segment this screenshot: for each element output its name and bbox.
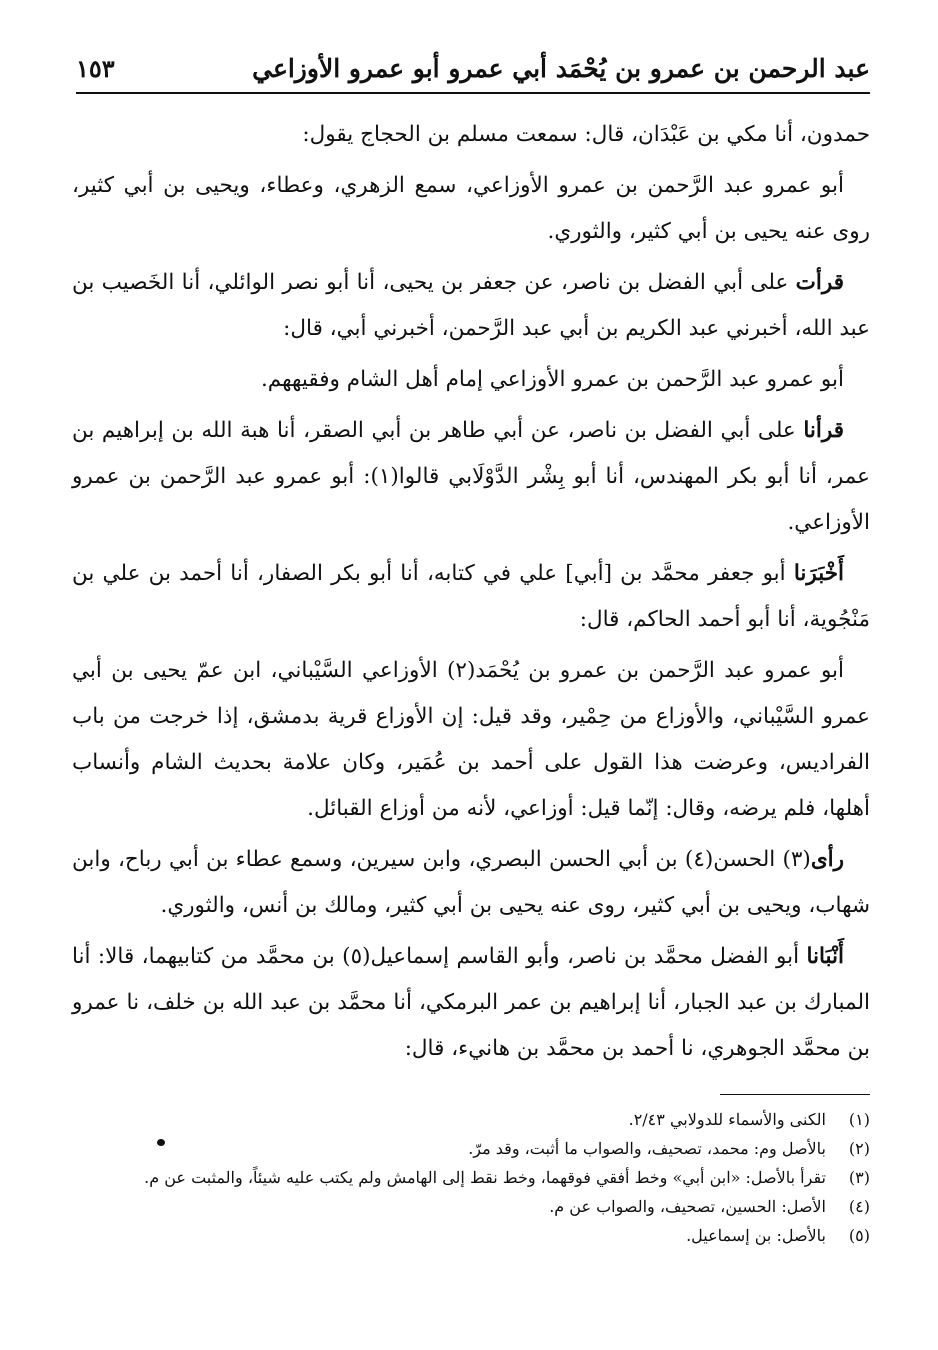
paragraph-lead-word: أَنْبَانا: [806, 944, 844, 969]
footnote-number: (٥): [848, 1226, 870, 1245]
footnote: [72, 1221, 870, 1250]
paragraph-text: على أبي الفضل بن ناصر، عن جعفر بن يحيى، أنا أبو نصر الوائلي، أنا الخَصيب بن عبد الله، أخبرني عبد الكريم بن أبي عبد الرَّحمن، أخبرني أبي، قال:: [72, 270, 870, 341]
footnote: [72, 1134, 870, 1163]
page-number: ١٥٣: [76, 54, 115, 83]
footnote-text: بالأصل: بن إسماعيل.: [686, 1226, 826, 1245]
paragraph: [72, 163, 870, 255]
paragraph: [72, 837, 870, 929]
paragraph-text: أبو عمرو عبد الرَّحمن بن عمرو بن يُحْمَد(٢) الأوزاعي السَّيْباني، ابن عمّ يحيى بن أبي عمرو السَّيْباني، والأوزاع من حِمْير، وقد قيل: إن الأوزاع قرية بدمشق، إذا خرجت من باب الفراديس، وعرضت هذا القول على أحمد بن عُمَير، وكان علامة بحديث الشام وأنساب أهلها، فلم يرضه، وقال: إنّما قيل: أوزاعي، لأنه من أوزاع القبائل.: [72, 658, 870, 821]
paragraph: [72, 408, 870, 546]
paragraph-text: أبو الفضل محمَّد بن ناصر، وأبو القاسم إسماعيل(٥) بن محمَّد من كتابيهما، قالا: أنا المبارك بن عبد الجبار، أنا إبراهيم بن عمر البرمكي، أنا محمَّد بن عبد الله بن خلف، نا عمرو بن محمَّد الجوهري، نا أحمد بن محمَّد بن هانيء، قال:: [72, 944, 870, 1061]
paragraph: [72, 112, 870, 158]
paragraph-lead-word: رأى: [810, 847, 844, 872]
footnote: [72, 1192, 870, 1221]
paragraph-text: حمدون، أنا مكي بن عَبْدَان، قال: سمعت مسلم بن الحجاج يقول:: [302, 122, 870, 147]
paragraph-text: أبو عمرو عبد الرَّحمن بن عمرو الأوزاعي إمام أهل الشام وفقيههم.: [260, 367, 844, 392]
paragraph: [72, 551, 870, 643]
paragraph-lead-word: قرأنا: [803, 418, 844, 443]
footnote-number: (١): [848, 1110, 870, 1129]
footnote-number: (٣): [848, 1168, 870, 1187]
footnote-number: (٢): [848, 1139, 870, 1158]
footnotes: [72, 1105, 870, 1250]
footnote-text: الكنى والأسماء للدولابي ٢/٤٣.: [628, 1110, 826, 1129]
footnote: [72, 1105, 870, 1134]
paragraph-text: أبو جعفر محمَّد بن [أبي] علي في كتابه، أنا أبو بكر الصفار، أنا أحمد بن علي بن مَنْجُوية، أنا أبو أحمد الحاكم، قال:: [72, 561, 870, 632]
paragraph-text: أبو عمرو عبد الرَّحمن بن عمرو الأوزاعي، سمع الزهري، وعطاء، ويحيى بن أبي كثير، روى عنه يحيى بن أبي كثير، والثوري.: [72, 173, 870, 244]
ink-mark: [157, 1139, 165, 1146]
paragraph: [72, 260, 870, 352]
paragraph: [72, 648, 870, 832]
main-text: [72, 112, 870, 1072]
footnote-text: بالأصل وم: محمد، تصحيف، والصواب ما أثبت، وقد مرّ.: [468, 1139, 826, 1158]
running-title: عبد الرحمن بن عمرو بن يُحْمَد أبي عمرو أبو عمرو الأوزاعي: [252, 54, 870, 83]
paragraph-lead-word: أَخْبَرَنا: [793, 561, 844, 586]
paragraph-text: (٣) الحسن(٤) بن أبي الحسن البصري، وابن سيرين، وسمع عطاء بن أبي رباح، وابن شهاب، ويحيى بن أبي كثير، روى عنه يحيى بن أبي كثير، ومالك بن أنس، والثوري.: [72, 847, 870, 918]
page-header: [76, 52, 870, 94]
paragraph-lead-word: قرأت: [795, 270, 844, 295]
footnote-divider: [720, 1094, 870, 1095]
footnote: [72, 1163, 870, 1192]
footnote-number: (٤): [848, 1197, 870, 1216]
paragraph: [72, 357, 870, 403]
footnote-text: الأصل: الحسين، تصحيف، والصواب عن م.: [549, 1197, 826, 1216]
paragraph: [72, 934, 870, 1072]
footnote-text: تقرأ بالأصل: «ابن أبي» وخط أفقي فوقهما، وخط نقط إلى الهامش ولم يكتب عليه شيئاً، والمثبت عن م.: [144, 1168, 826, 1187]
paragraph-text: على أبي الفضل بن ناصر، عن أبي طاهر بن أبي الصقر، أنا هبة الله بن إبراهيم بن عمر، أنا أبو بكر المهندس، أنا أبو بِشْر الدَّوْلَابي قالوا(١): أبو عمرو عبد الرَّحمن بن عمرو الأوزاعي.: [72, 418, 870, 535]
